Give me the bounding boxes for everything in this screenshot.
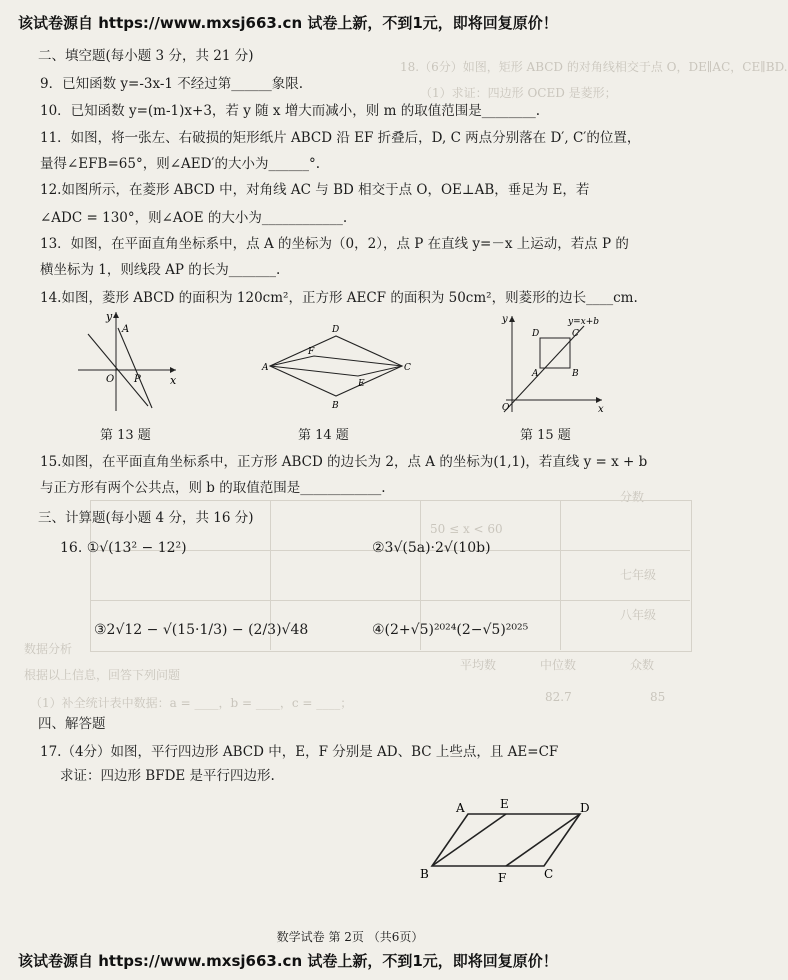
question-15-line1: 15.如图，在平面直角坐标系中，正方形 ABCD 的边长为 2，点 A 的坐标为(1,1)，若直线 y = x + b	[40, 454, 648, 470]
fig17-b-label: B	[420, 867, 429, 881]
fig15-line-label: y=x+b	[568, 317, 600, 327]
fig17-a-label: A	[456, 801, 465, 815]
ghost-text: 八年级	[620, 608, 657, 622]
fig14-c-label: C	[404, 363, 411, 373]
fig17-f-label: F	[498, 871, 507, 885]
fig15-x-label: x	[598, 404, 604, 415]
calc-item-2: ②3√(5a)·2√(10b)	[372, 540, 491, 556]
figure-13-caption: 第 13 题	[100, 428, 151, 443]
fig17-e-label: E	[500, 797, 509, 811]
ghost-text: 82.7	[545, 690, 572, 704]
fig15-origin-label: O	[502, 403, 510, 413]
ghost-rule	[560, 500, 561, 650]
question-12-line2: ∠ADC = 130°，则∠AOE 的大小为____________.	[40, 210, 348, 226]
figure-14	[262, 322, 412, 412]
source-banner-bottom: 该试卷源自 https://www.mxsj663.cn 试卷上新，不到1元，即将回复原价！	[18, 952, 558, 970]
calc-item-1: 16. ①√(13² − 12²)	[60, 540, 187, 556]
ghost-text: （1）求证：四边形 OCED 是菱形；	[420, 86, 617, 100]
question-13-line2: 横坐标为 1，则线段 AP 的长为_______.	[40, 262, 281, 278]
fig17-c-label: C	[544, 867, 554, 881]
figure-13	[68, 306, 188, 416]
question-10: 10．已知函数 y=(m-1)x+3，若 y 随 x 增大而减小，则 m 的取值范围是________.	[40, 103, 540, 119]
ghost-text: 85	[650, 690, 666, 704]
figure-15	[494, 312, 610, 416]
ghost-text: 平均数	[460, 658, 497, 672]
fig15-a-label: A	[532, 369, 539, 379]
source-banner-top: 该试卷源自 https://www.mxsj663.cn 试卷上新，不到1元，即将回复原价！	[18, 14, 558, 32]
ghost-text: 50 ≤ x < 60	[430, 522, 503, 536]
calc-item-4: ④(2+√5)²⁰²⁴(2−√5)²⁰²⁵	[372, 622, 529, 638]
question-17-line2: 求证：四边形 BFDE 是平行四边形.	[60, 768, 275, 784]
fig15-d-label: D	[532, 329, 540, 339]
fig14-a-label: A	[262, 363, 269, 373]
fig14-b-label: B	[332, 401, 339, 411]
question-15-line2: 与正方形有两个公共点，则 b 的取值范围是____________.	[40, 480, 386, 496]
fig14-e-label: E	[358, 379, 365, 389]
question-13-line1: 13．如图，在平面直角坐标系中，点 A 的坐标为（0，2），点 P 在直线 y=－x 上运动，若点 P 的	[40, 236, 629, 252]
ghost-text: （1）补全统计表中数据：a = ____，b = ____，c = ____；	[30, 696, 353, 710]
question-11-line2: 量得∠EFB=65°，则∠AED′的大小为______°.	[40, 156, 321, 172]
fig13-p-label: P	[134, 374, 141, 385]
fig13-origin-label: O	[106, 374, 115, 385]
question-14: 14.如图，菱形 ABCD 的面积为 120cm²，正方形 AECF 的面积为 50cm²，则菱形的边长____cm.	[40, 290, 638, 306]
fig17-d-label: D	[580, 801, 590, 815]
ghost-text: 18.（6分）如图，矩形 ABCD 的对角线相交于点 O，DE∥AC，CE∥BD.	[400, 60, 788, 74]
page-footer: 数学试卷 第 2页 （共6页）	[276, 930, 424, 944]
section-calc-title: 三、计算题(每小题 4 分，共 16 分)	[38, 510, 254, 526]
fig15-y-label: y	[502, 314, 508, 325]
ghost-text: 众数	[630, 658, 655, 672]
fig15-c-label: C	[572, 329, 579, 339]
ghost-text: 七年级	[620, 568, 657, 582]
question-12-line1: 12.如图所示，在菱形 ABCD 中，对角线 AC 与 BD 相交于点 O，OE⊥AB，垂足为 E，若	[40, 182, 590, 198]
ghost-text: 分数	[620, 490, 645, 504]
ghost-text: 根据以上信息，回答下列问题	[24, 668, 181, 682]
fig13-x-label: x	[170, 374, 177, 387]
section-fill-in-title: 二、填空题(每小题 3 分，共 21 分)	[38, 48, 254, 64]
ghost-text: 数据分析	[24, 642, 73, 656]
fig14-f-label: F	[308, 347, 315, 357]
question-11-line1: 11．如图，将一张左、右破损的矩形纸片 ABCD 沿 EF 折叠后，D, C 两点分别落在 D′, C′的位置，	[40, 130, 641, 146]
ghost-rule	[90, 600, 690, 601]
figure-14-caption: 第 14 题	[298, 428, 349, 443]
figure-15-caption: 第 15 题	[520, 428, 571, 443]
fig13-a-label: A	[122, 324, 130, 335]
fig13-y-label: y	[106, 310, 113, 323]
question-17-line1: 17.（4分）如图，平行四边形 ABCD 中，E，F 分别是 AD、BC 上些点，且 AE=CF	[40, 744, 559, 760]
fig15-b-label: B	[572, 369, 579, 379]
section-answer-title: 四、解答题	[38, 716, 106, 732]
calc-item-3: ③2√12 − √(15·1/3) − (2/3)√48	[94, 622, 309, 638]
question-9: 9．已知函数 y=-3x-1 不经过第______象限.	[40, 76, 304, 92]
figure-17	[418, 796, 598, 886]
ghost-text: 中位数	[540, 658, 577, 672]
fig14-d-label: D	[332, 325, 340, 335]
